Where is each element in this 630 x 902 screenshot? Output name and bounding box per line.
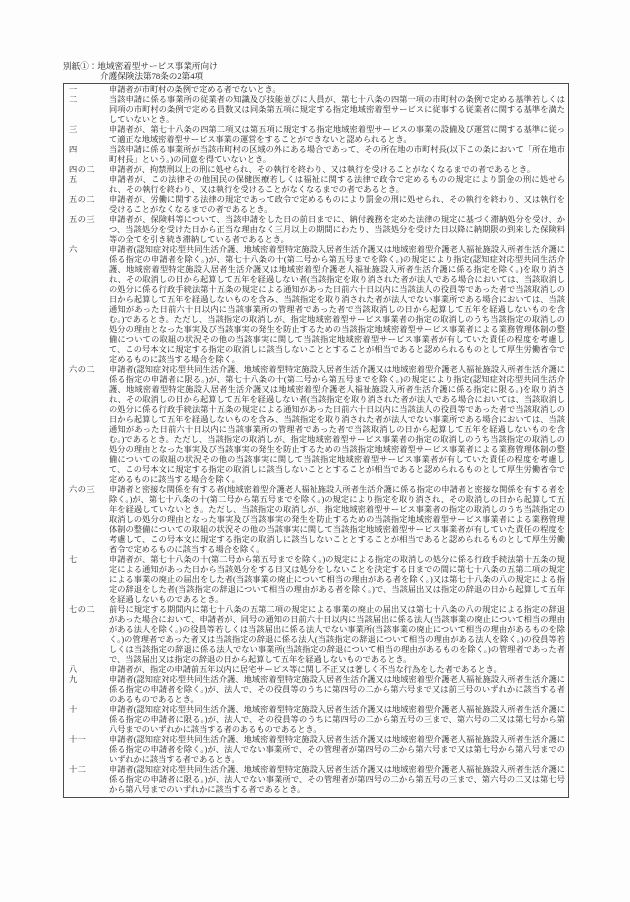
table-row: [64, 675, 568, 705]
row-item-number: 四: [69, 145, 78, 154]
row-item-number: 七: [69, 555, 78, 564]
row-provision-text: 申請者が、第七十八条の四第二項又は第五項に規定する指定地域密着型サービスの事業の設備及び運営に関する基準に従って適正な地域密着型サービス事業の運営をすることができないと認められるとき。: [109, 125, 565, 144]
row-item-number: 六: [69, 245, 78, 254]
table-row: [64, 555, 568, 605]
row-provision-text: 前号に規定する期間内に第七十八条の五第二項の規定による事業の廃止の届出又は第七十八条の八の規定による指定の辞退があった場合において、申請者が、同号の通知の日前六十日以内に当該届出に係る法人(当該事業の廃止について相当の理由がある法人を除く。)の役員等若しくは当該届出に係る法人でない事業所(当該事業の廃止について相当の理由があるものを除く。)の管理者であった者又は当該指定の辞退に係る法人(当該指定の辞退について相当の理由がある法人を除く。)の役員等若しくは当該指定の辞退に係る法人でない事業所(当該指定の辞退について相当の理由があるものを除く。)の管理者であった者で、当該届出又は指定の辞退の日から起算して五年を経過しないものであるとき。: [109, 605, 565, 664]
table-row: [64, 175, 568, 195]
row-item-number: 四の二: [69, 165, 96, 174]
row-provision-text: 当該申請に係る事業所が当該市町村の区域の外にある場合であって、その所在地の市町村長(以下この条において「所在地市町村長」という。)の同意を得ていないとき。: [109, 145, 565, 164]
table-row: [64, 95, 568, 125]
row-provision-text: 申請者(認知症対応型共同生活介護、地域密着型特定施設入居者生活介護又は地域密着型介護老人福祉施設入所者生活介護に係る指定の申請者に限る。)が、法人でない事業所で、その管理者が第四号の二から第五号の三まで、第六号の二又は第七号から第八号までのいずれかに該当する者であるとき。: [109, 765, 565, 794]
row-item-number: 十一: [69, 735, 87, 744]
row-provision-text: 申請者が、労働に関する法律の規定であって政令で定めるものにより罰金の刑に処せられ、その執行を終わり、又は執行を受けることがなくなるまでの者であるとき。: [109, 195, 565, 214]
table-row: [64, 705, 568, 735]
row-provision-text: 申請者が、拘禁刑以上の刑に処せられ、その執行を終わり、又は執行を受けることがなくなるまでの者であるとき。: [109, 165, 535, 174]
row-item-number: 七の二: [69, 605, 96, 614]
row-provision-text: 申請者が、指定の申請前五年以内に居宅サービス等に関し不正又は著しく不当な行為をした者であるとき。: [109, 665, 502, 674]
table-row: [64, 85, 568, 95]
doc-title-line1: 別紙①：地域密着型サービス事業所向け: [63, 61, 218, 71]
row-item-number: 十二: [69, 765, 87, 774]
table-row: [64, 125, 568, 145]
row-provision-text: 申請者が、この法律その他国民の保健医療若しくは福祉に関する法律で政令で定めるものの規定により罰金の刑に処せられ、その執行を終わり、又は執行を受けることがなくなるまでの者であるとき。: [109, 175, 565, 194]
row-item-number: 九: [69, 675, 78, 684]
document-page: [63, 61, 569, 798]
row-provision-text: 申請者(認知症対応型共同生活介護、地域密着型特定施設入居者生活介護又は地域密着型介護老人福祉施設入所者生活介護に係る指定の申請者を除く。)が、法人で、その役員等のうちに第四号の二から第六号まで又は前三号のいずれかに該当する者のあるものであるとき。: [109, 675, 565, 704]
row-item-number: 六の三: [69, 485, 96, 494]
table-row: [64, 665, 568, 675]
row-item-number: 二: [69, 95, 78, 104]
row-provision-text: 申請者(認知症対応型共同生活介護、地域密着型特定施設入居者生活介護又は地域密着型介護老人福祉施設入所者生活介護に係る指定の申請者に限る。)が、法人で、その役員等のうちに第四号の二から第五号の三まで、第六号の二又は第七号から第八号までのいずれかに該当する者のあるものであるとき。: [109, 705, 565, 734]
row-item-number: 五: [69, 175, 78, 184]
row-provision-text: 申請者(認知症対応型共同生活介護、地域密着型特定施設入居者生活介護又は地域密着型介護老人福祉施設入所者生活介護に係る指定の申請者を除く。)が、法人でない事業所で、その管理者が第四号の二から第六号まで又は第七号から第八号までのいずれかに該当する者であるとき。: [109, 735, 565, 764]
doc-title-line2: 介護保険法第78条の2第4項: [100, 71, 204, 81]
provisions-table: [63, 83, 569, 798]
table-row: [64, 195, 568, 215]
row-provision-text: 申請者(認知症対応型共同生活介護、地域密着型特定施設入居者生活介護又は地域密着型介護老人福祉施設入所者生活介護に係る指定の申請者に限る。)が、第七十八条の十(第二号から第五号までを除く。)の規定により指定(認知症対応型共同生活介護、地域密着型特定施設入居者生活介護又は地域密着型介護老人福祉施設入所者生活介護に係る指定に限る。)を取り消され、その取消しの日から起算して五年を経過しない者(当該指定を取り消された者が法人である場合においては、当該取消しの処分に係る行政手続法第十五条の規定による通知があった日前六十日以内に当該法人の役員等であった者で当該取消しの日から起算して五年を経過しないものを含み、当該指定を取り消された者が法人でない事業所である場合においては、当該通知があった日前六十日以内に当該事業所の管理者であった者で当該取消しの日から起算して五年を経過しないものを含む。)であるとき。ただし、当該指定の取消しが、指定地域密着型サービス事業者の指定の取消しのうち当該指定の取消しの処分の理由となった事実及び当該事実の発生を防止するための当該指定地域密着型サービス事業者による業務管理体制の整備についての取組の状況その他の当該事実に関して当該指定地域密着型サービス事業者が有していた責任の程度を考慮して、この号本文に規定する指定の取消しに該当しないこととすることが相当であると認められるものとして厚生労働省令で定めるものに該当する場合を除く。: [109, 365, 565, 484]
table-row: [64, 605, 568, 665]
table-row: [64, 365, 568, 485]
row-item-number: 一: [69, 85, 78, 94]
table-row: [64, 215, 568, 245]
row-item-number: 三: [69, 125, 78, 134]
row-item-number: 六の二: [69, 365, 96, 374]
row-item-number: 五の二: [69, 195, 96, 204]
row-provision-text: 申請者が、第七十八条の十(第二号から第五号までを除く。)の規定による指定の取消しの処分に係る行政手続法第十五条の規定による通知があった日から当該処分をする日又は処分をしないことを決定する日までの間に第七十八条の五第二項の規定による事業の廃止の届出をした者(当該事業の廃止について相当の理由がある者を除く。)又は第七十八条の八の規定による指定の辞退をした者(当該指定の辞退について相当の理由がある者を除く。)で、当該届出又は指定の辞退の日から起算して五年を経過しないものであるとき。: [109, 555, 565, 604]
document-title: [63, 61, 569, 81]
row-provision-text: 申請者が市町村の条例で定める者でないとき。: [109, 85, 281, 94]
table-row: [64, 245, 568, 365]
row-provision-text: 申請者(認知症対応型共同生活介護、地域密着型特定施設入居者生活介護又は地域密着型介護老人福祉施設入所者生活介護に係る指定の申請者を除く。)が、第七十八条の十(第二号から第五号までを除く。)の規定により指定(認知症対応型共同生活介護、地域密着型特定施設入居者生活介護又は地域密着型介護老人福祉施設入所者生活介護に係る指定を除く。)を取り消され、その取消しの日から起算して五年を経過しない者(当該指定を取り消された者が法人である場合においては、当該取消しの処分に係る行政手続法第十五条の規定による通知があった日前六十日以内に当該法人の役員等であった者で当該取消しの日から起算して五年を経過しないものを含み、当該指定を取り消された者が法人でない事業所である場合においては、当該通知があった日前六十日以内に当該事業所の管理者であった者で当該取消しの日から起算して五年を経過しないものを含む。)であるとき。ただし、当該指定の取消しが、指定地域密着型サービス事業者の指定の取消しのうち当該指定の取消しの処分の理由となった事実及び当該事実の発生を防止するための当該指定地域密着型サービス事業者による業務管理体制の整備についての取組の状況その他の当該事実に関して当該指定地域密着型サービス事業者が有していた責任の程度を考慮して、この号本文に規定する指定の取消しに該当しないこととすることが相当であると認められるものとして厚生労働省令で定めるものに該当する場合を除く。: [109, 245, 565, 364]
row-provision-text: 申請者が、保険料等について、当該申請をした日の前日までに、納付義務を定めた法律の規定に基づく滞納処分を受け、かつ、当該処分を受けた日から正当な理由なく三月以上の期間にわたり、当該処分を受けた日以降に納期限の到来した保険料等の全てを引き続き滞納している者であるとき。: [109, 215, 565, 244]
table-row: [64, 145, 568, 165]
table-row: [64, 485, 568, 555]
row-provision-text: 当該申請に係る事業所の従業者の知識及び技能並びに人員が、第七十八条の四第一項の市町村の条例で定める基準若しくは同項の市町村の条例で定める員数又は同条第五項に規定する指定地域密着型サービスに従事する従業者に関する基準を満たしていないとき。: [109, 95, 565, 124]
row-item-number: 十: [69, 705, 78, 714]
table-row: [64, 735, 568, 765]
row-provision-text: 申請者と密接な関係を有する者(地域密着型介護老人福祉施設入所者生活介護に係る指定の申請者と密接な関係を有する者を除く。)が、第七十八条の十(第二号から第五号までを除く。)の規定により指定を取り消され、その取消しの日から起算して五年を経過していないとき。ただし、当該指定の取消しが、指定地域密着型サービス事業者の指定の取消しのうち当該指定の取消しの処分の理由となった事実及び当該事実の発生を防止するための当該指定地域密着型サービス事業者による業務管理体制の整備についての取組の状況その他の当該事実に関して当該指定地域密着型サービス事業者が有していた責任の程度を考慮して、この号本文に規定する指定の取消しに該当しないこととすることが相当であると認められるものとして厚生労働省令で定めるものに該当する場合を除く。: [109, 485, 565, 554]
table-row: [64, 165, 568, 175]
row-item-number: 八: [69, 665, 78, 674]
row-item-number: 五の三: [69, 215, 96, 224]
table-row: [64, 765, 568, 795]
